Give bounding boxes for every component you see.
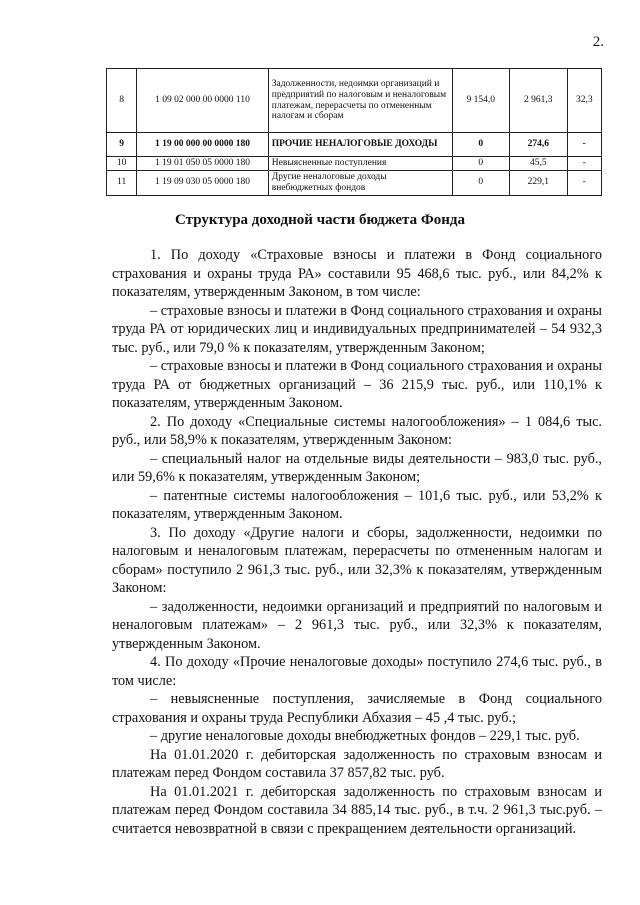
income-name: ПРОЧИЕ НЕНАЛОГОВЫЕ ДОХОДЫ — [268, 133, 452, 157]
paragraph: – страховые взносы и платежи в Фонд социального страхования и охраны труда РА от бюджетных организаций – 36 215,9 тыс. руб., или 110,1% к показателям, утвержденным Законом. — [112, 358, 602, 411]
page-number: 2. — [592, 34, 604, 50]
actual-value: 45,5 — [510, 157, 567, 171]
planned-value: 0 — [452, 157, 509, 171]
execution-percent: - — [567, 170, 602, 195]
planned-value: 0 — [452, 133, 509, 157]
budget-code: 1 19 01 050 05 0000 180 — [137, 157, 268, 171]
row-number: 8 — [107, 69, 137, 133]
execution-percent: - — [567, 157, 602, 171]
paragraph: – другие неналоговые доходы внебюджетных фондов – 229,1 тыс. руб. — [150, 728, 580, 744]
row-number: 10 — [107, 157, 137, 171]
paragraph: – страховые взносы и платежи в Фонд социального страхования и охраны труда РА от юридических лиц и индивидуальных предпринимателей – 54 932,3 тыс. руб., или 79,0 % к показателям, утвержденным Законом; — [112, 302, 602, 356]
table-row — [107, 69, 602, 133]
table-row — [107, 170, 602, 195]
budget-code: 1 19 00 000 00 0000 180 — [137, 133, 268, 157]
paragraph: На 01.01.2020 г. дебиторская задолженность по страховым взносам и платежам перед Фондом составила 37 857,82 тыс. руб. — [112, 746, 602, 781]
planned-value: 0 — [452, 170, 509, 195]
budget-code: 1 09 02 000 00 0000 110 — [137, 69, 268, 133]
execution-percent: - — [567, 133, 602, 157]
income-name: Невыясненные поступления — [268, 157, 452, 171]
income-name: Задолженности, недоимки организаций и предприятий по налоговым и неналоговым платежам, перерасчеты по отмененным налогам и сборам — [268, 69, 452, 133]
income-name: Другие неналоговые доходы внебюджетных фондов — [268, 170, 452, 195]
planned-value: 9 154,0 — [452, 69, 509, 133]
table-row — [107, 133, 602, 157]
budget-code: 1 19 09 030 05 0000 180 — [137, 170, 268, 195]
table-row — [107, 157, 602, 171]
execution-percent: 32,3 — [567, 69, 602, 133]
paragraph: – патентные системы налогообложения – 101,6 тыс. руб., или 53,2% к показателям, утвержденным Законом. — [112, 487, 602, 522]
paragraph: На 01.01.2021 г. дебиторская задолженность по страховым взносам и платежам перед Фондом составила 34 885,14 тыс. руб., в т.ч. 2 961,3 тыс.руб. – считается невозвратной в связи с прекращением деятельности организаций. — [112, 783, 602, 837]
actual-value: 274,6 — [510, 133, 567, 157]
paragraph: 1. По доходу «Страховые взносы и платежи в Фонд социального страхования и охраны труда РА» составили 95 468,6 тыс. руб., или 84,2% к показателям, утвержденным Законом, в том числе: — [112, 247, 602, 300]
paragraph: – специальный налог на отдельные виды деятельности – 983,0 тыс. руб., или 59,6% к показателям, утвержденным Законом; — [112, 450, 602, 485]
row-number: 9 — [107, 133, 137, 157]
actual-value: 2 961,3 — [510, 69, 567, 133]
body-text — [112, 246, 602, 838]
paragraph: 3. По доходу «Другие налоги и сборы, задолженности, недоимки по налоговым и неналоговым платежам, перерасчеты по отмененным налогам и сборам» поступило 2 961,3 тыс. руб., или 32,3% к показателям, утвержденным Законом: — [112, 524, 602, 596]
paragraph: – задолженности, недоимки организаций и предприятий по налоговым и неналоговым платежам» – 2 961,3 тыс. руб., или 32,3% к показателям, утвержденным Законом. — [112, 598, 602, 652]
paragraph: – невыясненные поступления, зачисляемые в Фонд социального страхования и охраны труда Республики Абхазия – 45 ,4 тыс. руб.; — [112, 691, 602, 726]
revenue-table — [106, 68, 602, 196]
actual-value: 229,1 — [510, 170, 567, 195]
row-number: 11 — [107, 170, 137, 195]
paragraph: 4. По доходу «Прочие неналоговые доходы» поступило 274,6 тыс. руб., в том числе: — [112, 654, 602, 689]
paragraph: 2. По доходу «Специальные системы налогообложения» – 1 084,6 тыс. руб., или 58,9% к показателям, утвержденным Законом: — [112, 413, 602, 448]
section-title: Структура доходной части бюджета Фонда — [175, 212, 465, 228]
